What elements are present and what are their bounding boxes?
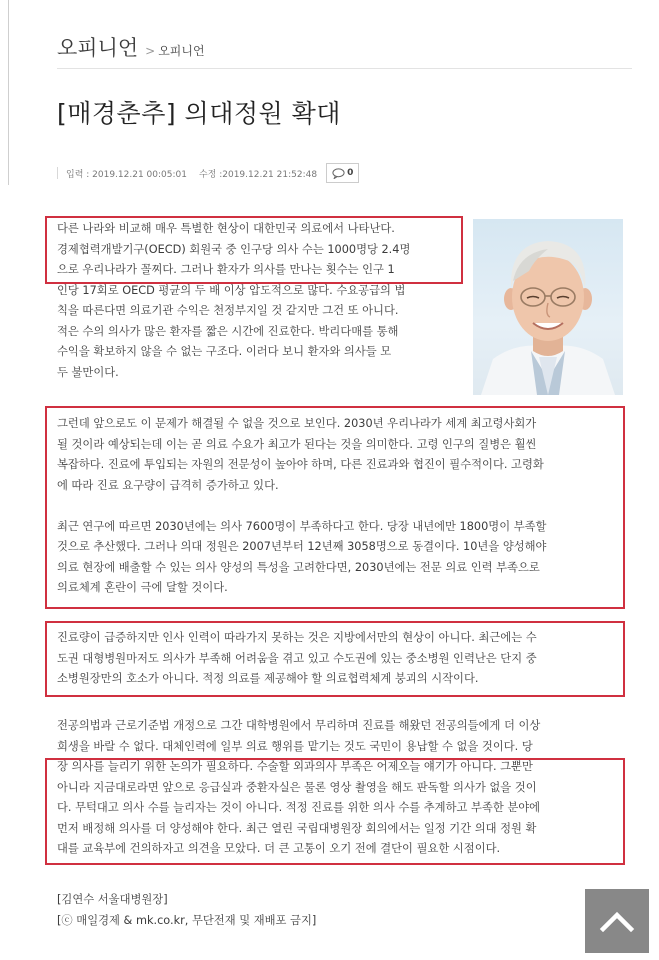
text-line: 의료 현장에 배출할 수 있는 의사 양성의 특성을 고려한다면, 2030년에는 전문 의료 인력 부족으로: [57, 560, 540, 574]
meta-divider: [57, 167, 58, 179]
text-line: 아니라 지금대로라면 앞으로 응급실과 중환자실은 물론 영상 촬영을 해도 판독할 의사가 없을 것이: [57, 780, 537, 794]
modified-date: 수정 :2019.12.21 21:52:48: [198, 169, 318, 180]
highlight-box: [45, 216, 463, 284]
text-line: 장 의사를 늘리기 위한 논의가 필요하다. 수술할 외과의사 부족은 어제오늘 얘기가 아니다. 그뿐만: [57, 760, 533, 773]
text-line: 경제협력개발기구(OECD) 회원국 중 인구당 의사 수는 1000명당 2.4명: [57, 242, 411, 256]
breadcrumb-separator: >: [145, 44, 156, 58]
article-byline: [57, 890, 316, 931]
chevron-up-icon: [599, 910, 635, 932]
text-line: 될 것이라 예상되는데 이는 곧 의료 수요가 최고가 된다는 것을 의미한다. 고령 인구의 질병은 훨씬: [57, 437, 537, 451]
text-line: 에 따라 진료 요구량이 급격히 증가하고 있다.: [57, 478, 279, 492]
text-line: 으로 우리나라가 꼴찌다. 그러나 환자가 의사를 만나는 횟수는 인구 1: [57, 263, 395, 276]
text-line: 것으로 추산했다. 그러나 의대 정원은 2007년부터 12년째 3058명으로 동결이다. 10년을 양성해야: [57, 540, 547, 553]
copyright-notice: [ⓒ 매일경제 & mk.co.kr, 무단전재 및 재배포 금지]: [57, 913, 317, 927]
text-line: 다. 무턱대고 의사 수를 늘리자는 것이 아니다. 적정 진료를 위한 의사 수를 추계하고 부족한 분야에: [57, 801, 541, 814]
header-divider: [57, 68, 632, 69]
breadcrumb-section[interactable]: 오피니언: [57, 36, 139, 60]
text-line: 두 불만이다.: [57, 365, 119, 379]
text-line: 그런데 앞으로도 이 문제가 해결될 수 없을 것으로 보인다. 2030년 우리나라가 세계 최고령사회가: [57, 417, 537, 430]
text-line: 소병원장만의 호소가 아니다. 적정 의료를 제공해야 할 의료협력체계 붕괴의 시작이다.: [57, 672, 479, 685]
text-line: 수익을 확보하지 않을 수 없는 구조다. 이러다 보니 환자와 의사들 모: [57, 345, 392, 358]
author-portrait: [473, 219, 623, 395]
breadcrumb-subsection[interactable]: 오피니언: [158, 44, 205, 58]
highlight-box: [45, 406, 625, 609]
text-line: 전공의법과 근로기준법 개정으로 그간 대학병원에서 무리하며 진료를 해왔던 전공의들에게 더 이상: [57, 719, 541, 732]
text-line: 복잡하다. 진료에 투입되는 자원의 전문성이 높아야 하며, 다른 진료과와 협진이 필수적이다. 고령화: [57, 458, 544, 471]
text-line: 대를 교육부에 건의하자고 의견을 모았다. 더 큰 고통이 오기 전에 결단이 필요한 시점이다.: [57, 842, 501, 855]
author-credit: [김연수 서울대병원장]: [57, 893, 168, 906]
article-meta: [57, 163, 359, 183]
text-line: 최근 연구에 따르면 2030년에는 의사 7600명이 부족하다고 한다. 당장 내년에만 1800명이 부족할: [57, 519, 547, 533]
highlight-box: [45, 758, 625, 865]
text-line: 진료량이 급증하지만 인사 인력이 따라가지 못하는 것은 지방에서만의 현상이 아니다. 최근에는 수: [57, 631, 537, 644]
speech-bubble-icon: [332, 168, 345, 179]
text-line: 희생을 바랄 수 없다. 대체인력에 일부 의료 행위를 맡기는 것도 국민이 용납할 수 없을 것이다. 당: [57, 739, 533, 753]
text-line: 먼저 배정해 의사를 더 양성해야 한다. 최근 열린 국립대병원장 회의에서는 일정 기간 의대 정원 확: [57, 821, 537, 835]
highlight-box: [45, 621, 625, 697]
text-line: 인당 17회로 OECD 평균의 두 배 이상 압도적으로 많다. 수요공급의 법: [57, 283, 406, 297]
text-line: 적은 수의 의사가 많은 환자를 짧은 시간에 진료한다. 박리다매를 통해: [57, 324, 399, 338]
input-date: 입력 : 2019.12.21 00:05:01: [66, 169, 187, 180]
comment-button[interactable]: [326, 163, 359, 183]
text-line: 의료체계 혼란이 극에 달할 것이다.: [57, 581, 228, 594]
text-line: 다른 나라와 비교해 매우 특별한 현상이 대한민국 의료에서 나타난다.: [57, 222, 395, 235]
text-line: 도권 대형병원마저도 의사가 부족해 어려움을 겪고 있고 수도권에 있는 중소병원 인력난은 단지 중: [57, 651, 537, 665]
text-line: 칙을 따른다면 의료기관 수익은 천정부지일 것 같지만 그건 또 아니다.: [57, 304, 399, 317]
article-headline: [매경춘추] 의대정원 확대: [57, 99, 341, 128]
left-border-line: [8, 0, 9, 185]
comment-count: 0: [347, 168, 354, 178]
scroll-to-top-button[interactable]: [585, 889, 649, 953]
breadcrumb: [57, 32, 205, 62]
